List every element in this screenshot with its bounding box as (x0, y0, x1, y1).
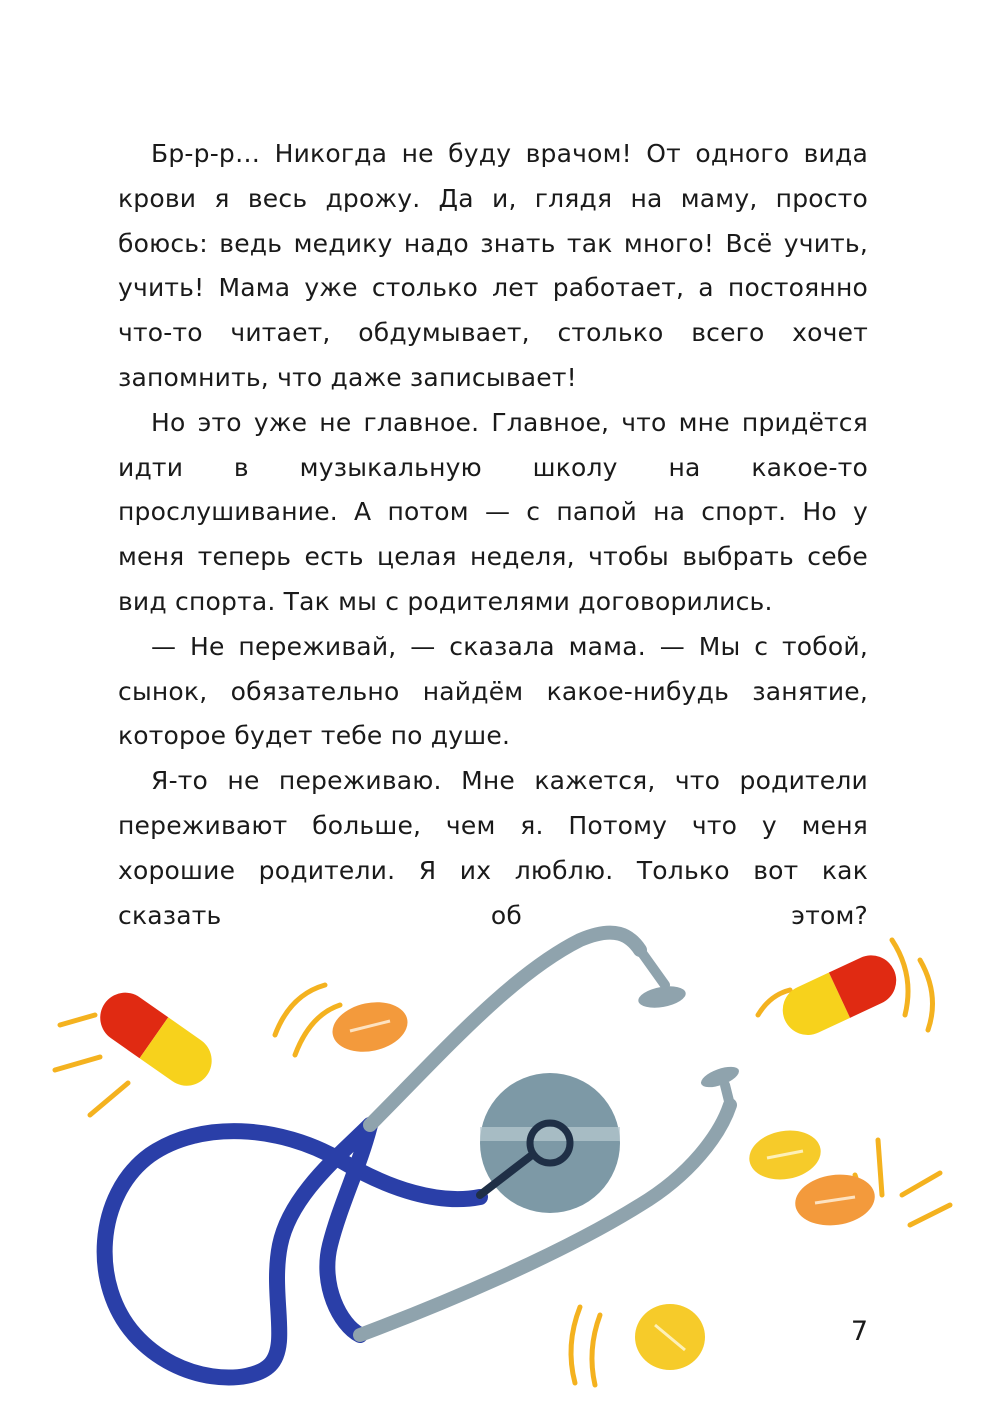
tablet-orange-right (792, 1170, 878, 1231)
chest-piece (480, 1073, 620, 1213)
ear-tip-top (637, 983, 688, 1011)
capsule-right (775, 947, 905, 1043)
tablet-yellow-bottom (635, 1304, 705, 1370)
story-text (118, 132, 868, 938)
stethoscope-illustration (40, 905, 970, 1405)
ear-tip-right (698, 1063, 741, 1092)
stethoscope-tube (105, 1125, 480, 1377)
capsule-left (90, 983, 221, 1096)
tablet-yellow-right (745, 1125, 824, 1185)
paragraph-3: — Не переживай, — сказала мама. — Мы с тобой, сынок, обязательно найдём какое-нибудь занятие, которое будет тебе по душе. (118, 631, 868, 751)
paragraph-2: Но это уже не главное. Главное, что мне придётся идти в музыкальную школу на какое-то прослушивание. А потом — с папой на спорт. Но у меня теперь есть целая неделя, чтобы выбрать себе вид спорта. Так мы с родителями договорились. (118, 407, 868, 616)
paragraph-4: Я-то не переживаю. Мне кажется, что родители переживают больше, чем я. Потому что у меня хорошие родители. Я их люблю. Только вот как сказать об этом? (118, 766, 868, 930)
paragraph-1: Бр-р-р… Никогда не буду врачом! От одного вида крови я весь дрожу. Да и, глядя на маму, просто боюсь: ведь медику надо знать так много! Всё учить, учить! Мама уже столько лет работает, а постоянно что-то читает, обдумывает, столько всего хочет запомнить, что даже записывает! (118, 139, 868, 392)
page-number: 7 (850, 1316, 868, 1347)
